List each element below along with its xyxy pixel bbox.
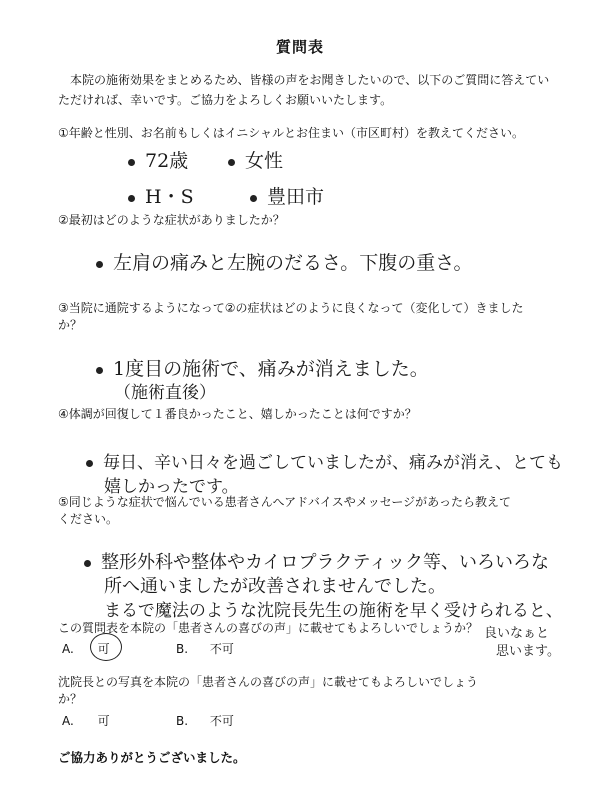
answer-5-line-4b: 思います。 — [496, 644, 560, 659]
answer-3-line-1: 1度目の施術で、痛みが消えました。 — [96, 354, 429, 381]
question-1: ①年齢と性別、お名前もしくはイニシャルとお住まい（市区町村）を教えてください。 — [58, 126, 525, 140]
question-3: ③当院に通院するようになって②の症状はどのように良くなって（変化して）きましたか？ — [58, 301, 524, 332]
consent-2-option-a[interactable]: A. 可 — [62, 714, 110, 728]
question-4: ④体調が回復して１番良かったこと、嬉しかったことは何ですか？ — [58, 407, 417, 421]
answer-age: 72歳 — [128, 146, 188, 173]
answer-5-line-1: 整形外科や整体やカイロプラクティック等、いろいろな — [84, 548, 549, 574]
answer-2: 左肩の痛みと左腕のだるさ。下腹の重さ。 — [96, 248, 472, 275]
intro-text: 本院の施術効果をまとめるため、皆様の声をお聞きしたいので、以下のご質問に答えていただければ、幸いです。ご協力をよろしくお願いいたします。 — [58, 73, 550, 107]
consent-question-2: 沈院長との写真を本院の「患者さんの喜びの声」に載せてもよろしいでしょうか？ — [58, 675, 479, 706]
answer-3-line-2: （施術直後） — [114, 383, 216, 403]
answer-sex: 女性 — [228, 146, 283, 173]
question-5: ⑤同じような症状で悩んでいる患者さんへアドバイスやメッセージがあったら教えてください。 — [58, 495, 511, 526]
consent-2-option-b[interactable]: B. 不可 — [176, 714, 234, 728]
consent-1-option-a[interactable]: A. 可 — [62, 642, 110, 656]
answer-5-line-4a: 良いなぁと — [484, 626, 550, 641]
answer-city: 豊田市 — [250, 182, 324, 209]
page-title: 質問表 — [275, 38, 324, 56]
selected-circle-mark — [90, 633, 122, 661]
answer-5-line-3: まるで魔法のような沈院長先生の施術を早く受けられると、 — [104, 601, 563, 621]
answer-5-line-2: 所へ通いましたが改善されませんでした。 — [104, 576, 446, 597]
thanks-message: ご協力ありがとうございました。 — [58, 750, 246, 765]
consent-1-option-b[interactable]: B. 不可 — [176, 642, 234, 656]
answer-4-line-1: 毎日、辛い日々を過ごしていましたが、痛みが消え、とても — [86, 448, 563, 473]
answer-initials: H・S — [128, 182, 194, 209]
question-2: ②最初はどのような症状がありましたか？ — [58, 213, 285, 227]
consent-question-1: この質問表を本院の「患者さんの喜びの声」に載せてもよろしいでしょうか？ — [58, 621, 479, 635]
answer-4-line-2: 嬉しかったです。 — [104, 477, 239, 497]
